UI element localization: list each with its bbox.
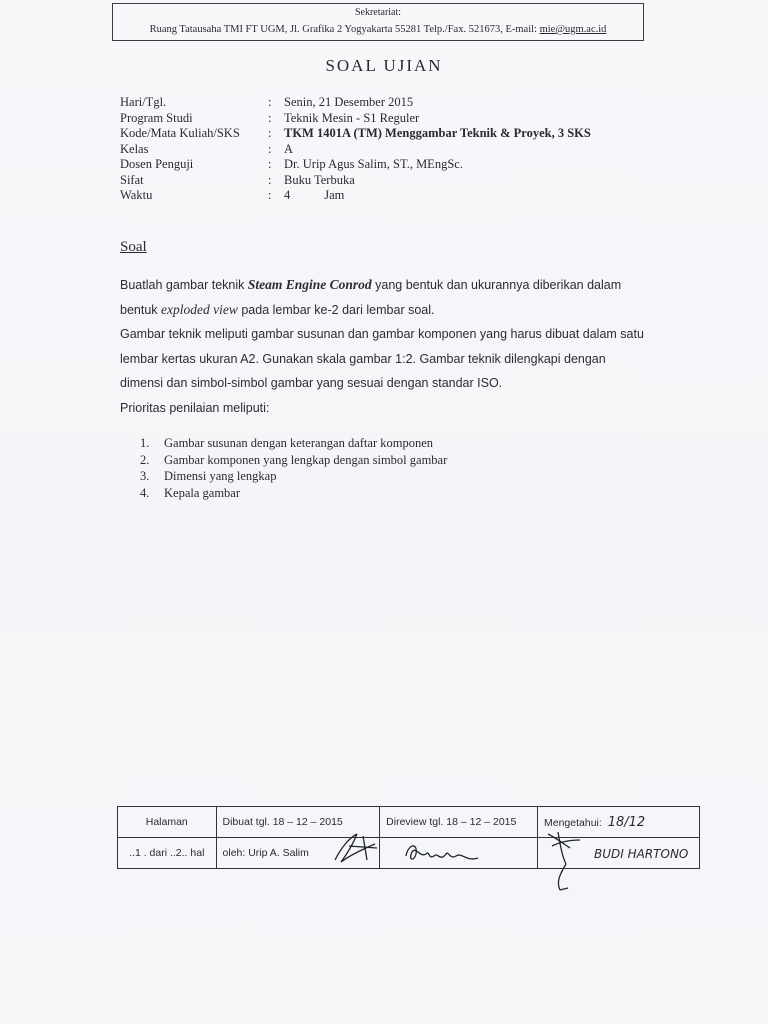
info-value: Buku Terbuka: [284, 172, 355, 187]
author-cell: [216, 838, 380, 869]
table-row: [118, 807, 700, 838]
secretariat-address: [113, 23, 643, 36]
text-span: bentuk: [120, 302, 162, 317]
time-value: 4: [284, 188, 291, 202]
list-item: [140, 435, 447, 452]
author-signature-icon: [327, 830, 387, 866]
soal-heading: Soal: [120, 239, 147, 255]
email-link[interactable]: mie@ugm.ac.id: [539, 24, 607, 35]
address-text: Ruang Tatausaha TMI FT UGM, Jl. Grafika 2 Yogyakarta 55281 Telp./Fax. 521673, E-mail:: [149, 24, 540, 35]
acknowledged-date: 18/12: [607, 814, 646, 830]
info-value: Teknik Mesin - S1 Reguler: [284, 110, 420, 125]
list-number: 2.: [140, 452, 150, 467]
info-colon: :: [268, 110, 272, 125]
approver-signature-cell: [538, 838, 700, 869]
criteria-list: [140, 435, 447, 501]
paragraph-line: Prioritas penilaian meliputi:: [120, 400, 270, 415]
info-colon: :: [268, 126, 272, 140]
list-text: Dimensi yang lengkap: [164, 469, 277, 483]
list-item: [140, 485, 447, 502]
list-number: 1.: [140, 436, 150, 450]
document-title: SOAL UJIAN: [325, 56, 443, 75]
info-label: Kelas: [120, 141, 149, 156]
info-value: TKM 1401A (TM) Menggambar Teknik & Proyek, 3 SKS: [284, 126, 591, 140]
time-unit: Jam: [324, 188, 345, 202]
info-value: Dr. Urip Agus Salim, ST., MEngSc.: [284, 157, 463, 171]
list-item: [140, 468, 447, 485]
info-row-course: [120, 126, 591, 142]
acknowledged-label: Mengetahui:: [544, 816, 602, 829]
list-text: Kepala gambar: [164, 485, 241, 500]
text-span: Buatlah gambar teknik: [120, 278, 248, 292]
info-colon: :: [268, 95, 272, 109]
info-colon: :: [268, 157, 272, 171]
info-value: Senin, 21 Desember 2015: [284, 95, 414, 109]
question-body: [120, 273, 680, 421]
secretariat-title: Sekretariat:: [354, 7, 402, 18]
info-colon: :: [268, 141, 272, 156]
info-row-time: [120, 188, 591, 204]
approver-name: BUDI HARTONO: [594, 847, 689, 861]
reviewer-signature-cell: [380, 838, 538, 869]
info-row-class: [120, 142, 591, 158]
emphasis-text: exploded view: [161, 301, 238, 317]
list-text: Gambar susunan dengan keterangan daftar komponen: [164, 436, 434, 450]
text-span: yang bentuk dan ukurannya diberikan dalam: [371, 278, 622, 292]
reviewed-date-cell: Direview tgl. 18 – 12 – 2015: [380, 807, 538, 838]
list-number: 3.: [140, 469, 150, 483]
reviewer-signature-icon: [400, 836, 490, 870]
info-row-program: [120, 111, 591, 127]
info-value: [284, 188, 344, 204]
info-colon: :: [268, 188, 272, 202]
info-label: Kode/Mata Kuliah/SKS: [120, 126, 240, 140]
info-label: Sifat: [120, 172, 144, 187]
list-item: [140, 452, 447, 469]
author-name: oleh: Urip A. Salim: [222, 847, 309, 859]
list-number: 4.: [140, 485, 150, 500]
paragraph-line: [120, 273, 680, 298]
info-value: A: [284, 141, 294, 156]
info-label: Dosen Penguji: [120, 157, 194, 171]
paragraph-line: lembar kertas ukuran A2. Gunakan skala gambar 1:2. Gambar teknik dilengkapi dengan: [120, 351, 606, 366]
exam-info-table: [120, 95, 591, 204]
paragraph-line: dimensi dan simbol-simbol gambar yang sesuai dengan standar ISO.: [120, 376, 503, 391]
list-text: Gambar komponen yang lengkap dengan simbol gambar: [164, 452, 448, 467]
emphasis-text: Steam Engine Conrod: [247, 277, 372, 292]
info-row-date: [120, 95, 591, 111]
approval-table: [117, 806, 700, 869]
info-label: Program Studi: [120, 110, 193, 125]
page-count-cell: ..1 . dari ..2.. hal: [118, 838, 217, 869]
info-label: Waktu: [120, 188, 153, 202]
halaman-header-cell: Halaman: [118, 807, 217, 838]
info-row-nature: [120, 173, 591, 189]
paragraph-line: [120, 298, 680, 323]
text-span: pada lembar ke-2 dari lembar soal.: [237, 302, 435, 317]
approver-signature-icon: [540, 824, 600, 894]
table-row: [118, 838, 700, 869]
info-label: Hari/Tgl.: [120, 95, 167, 109]
paragraph-line: Gambar teknik meliputi gambar susunan dan gambar komponen yang harus dibuat dalam satu: [120, 327, 644, 342]
created-date-cell: Dibuat tgl. 18 – 12 – 2015: [216, 807, 380, 838]
info-row-examiner: [120, 157, 591, 173]
info-colon: :: [268, 172, 272, 187]
secretariat-header: [112, 3, 644, 41]
